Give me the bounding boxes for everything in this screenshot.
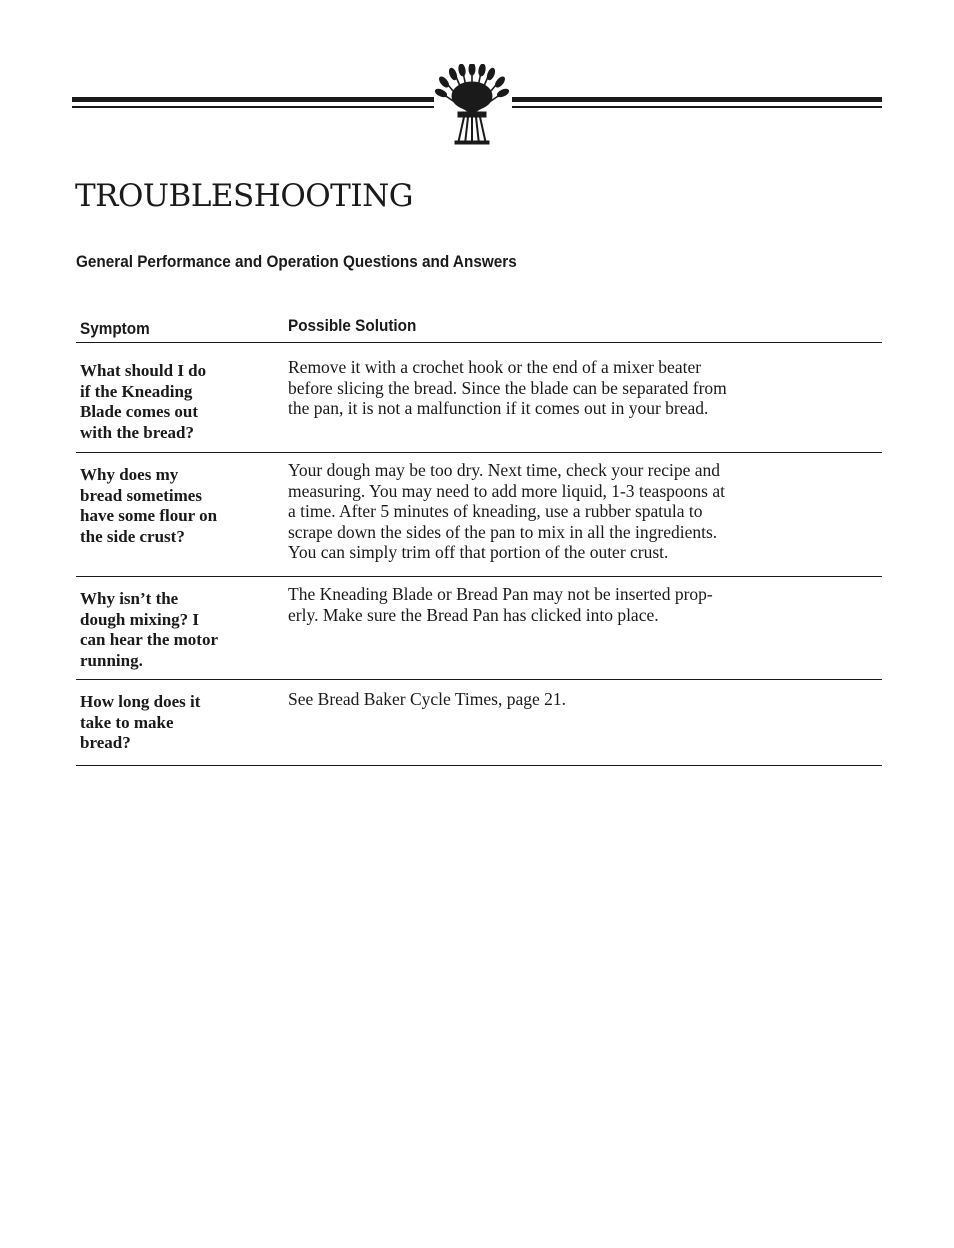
table-row: [76, 343, 882, 453]
symptom-line: with the bread?: [80, 422, 194, 442]
wheat-sheaf-icon: [72, 64, 882, 148]
symptom-line: running.: [80, 650, 143, 670]
symptom-line: How long does it: [80, 692, 201, 711]
symptom-line: bread?: [80, 733, 131, 752]
symptom-line: have some flour on: [80, 506, 218, 525]
solution-line: erly. Make sure the Bread Pan has clicked into place.: [288, 604, 659, 625]
solution-line: measuring. You may need to add more liquid, 1-3 teaspoons at: [288, 480, 725, 501]
solution-line: See Bread Baker Cycle Times, page 21.: [288, 689, 567, 709]
symptom-cell: [80, 692, 260, 754]
symptom-cell: [80, 465, 260, 547]
solution-column-header: Possible Solution: [288, 316, 417, 335]
symptom-cell: [80, 589, 260, 671]
solution-cell: [288, 584, 818, 625]
solution-line: before slicing the bread. Since the blade can be separated from: [288, 377, 727, 398]
solution-cell: [288, 357, 818, 419]
section-heading: General Performance and Operation Questions and Answers: [76, 252, 517, 271]
solution-cell: [288, 689, 818, 710]
symptom-line: dough mixing? I: [80, 609, 200, 629]
table-row: [76, 680, 882, 766]
symptom-cell: [80, 361, 260, 443]
symptom-line: Why does my: [80, 465, 179, 484]
symptom-line: if the Kneading: [80, 381, 193, 401]
solution-line: The Kneading Blade or Bread Pan may not be inserted prop-: [288, 584, 713, 604]
symptom-line: can hear the motor: [80, 630, 219, 649]
troubleshooting-table: [76, 312, 882, 766]
table-row: [76, 453, 882, 577]
page-title: TROUBLESHOOTING: [75, 178, 413, 214]
symptom-line: bread sometimes: [80, 485, 202, 505]
solution-line: scrape down the sides of the pan to mix in all the ingredients.: [288, 521, 718, 542]
symptom-line: Why isn’t the: [80, 589, 179, 608]
symptom-line: Blade comes out: [80, 402, 199, 421]
symptom-line: the side crust?: [80, 526, 185, 546]
solution-line: Your dough may be too dry. Next time, check your recipe and: [288, 460, 721, 480]
header-rule: [72, 64, 882, 148]
table-header: [76, 312, 882, 343]
solution-cell: [288, 460, 818, 563]
solution-line: a time. After 5 minutes of kneading, use a rubber spatula to: [288, 501, 703, 521]
symptom-line: What should I do: [80, 361, 207, 380]
solution-line: You can simply trim off that portion of the outer crust.: [288, 542, 669, 562]
solution-line: the pan, it is not a malfunction if it comes out in your bread.: [288, 398, 709, 418]
solution-line: Remove it with a crochet hook or the end of a mixer beater: [288, 357, 702, 377]
symptom-column-header: Symptom: [80, 319, 150, 338]
symptom-line: take to make: [80, 712, 174, 732]
table-row: [76, 577, 882, 680]
